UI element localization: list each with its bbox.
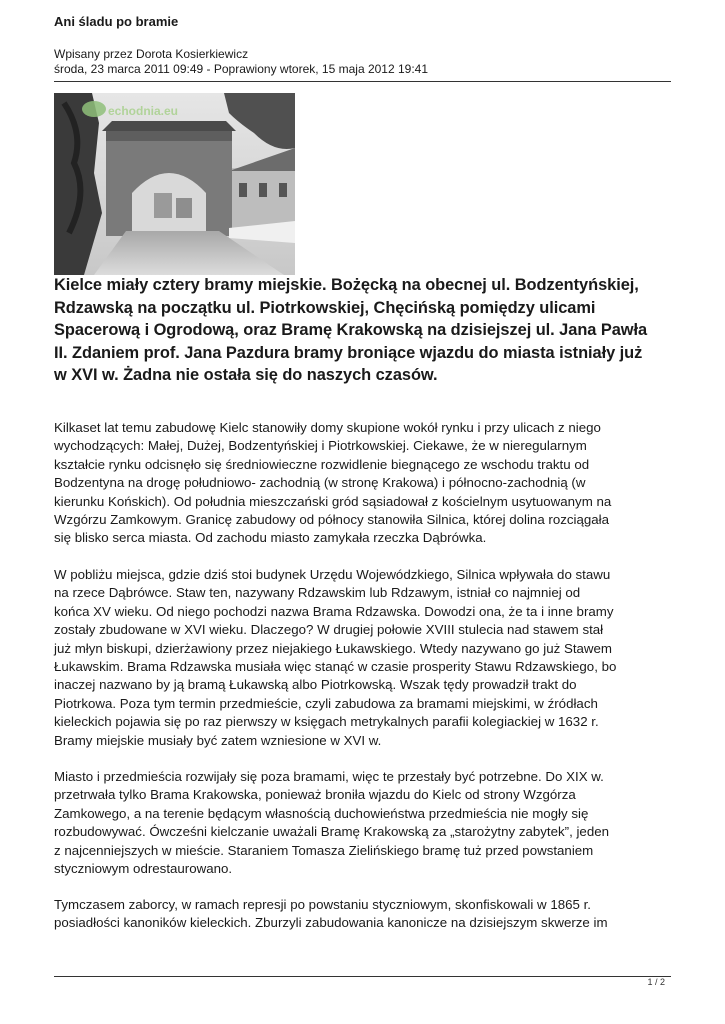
paragraph-line: Miasto i przedmieścia rozwijały się poza bramami, więc te przestały być potrzebne. Do XIX w.: [54, 769, 604, 784]
paragraph-4: [54, 896, 679, 933]
paragraph-line: Wzgórzu Zamkowym. Granicę zabudowy od północy stanowiła Silnica, której dolina rozciągała: [54, 512, 610, 528]
paragraph-line: kierunku Końskich). Od południa mieszczański gród sąsiadował z kościelnym usytuowanym na: [54, 493, 612, 509]
paragraph-line: posiadłości kanoników kieleckich. Zburzyli zabudowania kanonicze na dzisiejszym skwerze im: [54, 915, 608, 931]
lead-line: Kielce miały cztery bramy miejskie. Bożęcką na obecnej ul. Bodzentyńskiej,: [54, 276, 639, 294]
article-meta: [54, 47, 428, 77]
paragraph-line: Kilkaset lat temu zabudowę Kielc stanowiły domy skupione wokół rynku i przy ulicach z niego: [54, 420, 601, 435]
paragraph-line: już młyn biskupi, dzierżawiony przez niejakiego Łukawskiego. Wtedy nazywano go już Stawem: [54, 640, 612, 656]
lead-line: w XVI w. Żadna nie ostała się do naszych czasów.: [54, 366, 438, 384]
paragraph-line: Łukawskim. Brama Rdzawska musiała więc stanąć w czasie prosperity Stawu Rdzawskiego, bo: [54, 659, 617, 675]
paragraph-line: zostały zbudowane w XVI wieku. Dlaczego? W drugiej połowie XVIII stulecia nad stawem stał: [54, 622, 604, 638]
paragraph-line: wychodzących: Małej, Dużej, Bodzentyńskiej i Piotrkowskiej. Ciekawe, że w nieregularnym: [54, 438, 587, 454]
lead-line: Rdzawską na początku ul. Piotrkowskiej, Chęcińską pomiędzy ulicami: [54, 298, 596, 317]
article-lead: [54, 274, 674, 387]
paragraph-line: na rzece Dąbrówce. Staw ten, nazywany Rdzawskim lub Rdzawym, istniał co najmniej od: [54, 585, 581, 601]
paragraph-line: styczniowym odrestaurowano.: [54, 861, 233, 877]
header-divider: [54, 81, 671, 82]
paragraph-line: z najcenniejszych w mieście. Staraniem Tomasza Zielińskiego bramę tuż przed powstaniem: [54, 842, 594, 858]
photo-watermark: echodnia.eu: [108, 104, 179, 118]
paragraph-3: [54, 768, 679, 878]
footer-divider: [54, 976, 671, 977]
city-gate-photo: [54, 93, 295, 275]
paragraph-line: Bramy miejskie musiały być zatem wzniesione w XVI w.: [54, 732, 382, 748]
paragraph-2: [54, 566, 679, 750]
paragraph-line: się blisko serca miasta. Od zachodu miasto zamykała rzeczka Dąbrówka.: [54, 530, 487, 546]
article-title: Ani śladu po bramie: [54, 14, 179, 29]
paragraph-line: Tymczasem zaborcy, w ramach represji po powstaniu styczniowym, skonfiskowali w 1865 r.: [54, 897, 591, 912]
author-line: Wpisany przez Dorota Kosierkiewicz: [54, 47, 249, 61]
paragraph-1: [54, 419, 679, 548]
paragraph-line: W pobliżu miejsca, gdzie dziś stoi budynek Urzędu Wojewódzkiego, Silnica wpływała do stawu: [54, 567, 611, 582]
paragraph-line: przetrwała tylko Brama Krakowska, ponieważ broniła wjazdu do Kielc od strony Wzgórza: [54, 787, 576, 803]
paragraph-line: Zamkowego, a na terenie będącym własnością duchowieństwa przedmieścia nie mogły się: [54, 805, 589, 821]
paragraph-line: rozbudowywać. Ówcześni kielczanie uważali Bramę Krakowską za „starożytny zabytek”, jeden: [54, 824, 610, 840]
paragraph-line: inaczej nazwano by ją bramą Łukawską albo Piotrkowską. Wszak tędy prowadził trakt do: [54, 677, 577, 693]
lead-line: Spacerową i Ogrodową, oraz Bramę Krakowską na dzisiejszej ul. Jana Pawła: [54, 321, 648, 339]
paragraph-line: Piotrkowa. Poza tym termin przedmieście, czyli zabudowa za bramami miejskimi, w źródłach: [54, 695, 598, 711]
paragraph-line: końca XV wieku. Od niego pochodzi nazwa Brama Rdzawska. Dowodzi ona, że ta i inne bramy: [54, 603, 614, 619]
page-number: 1 / 2: [647, 977, 665, 987]
date-line: środa, 23 marca 2011 09:49 - Poprawiony wtorek, 15 maja 2012 19:41: [54, 62, 429, 76]
paragraph-line: kieleckich pojawia się po raz pierwszy w księgach metrykalnych parafii kolegiackiej w 1632 r.: [54, 714, 599, 730]
paragraph-line: Bodzentyna na drogę południowo- zachodnią (w stronę Krakowa) i północno-zachodnią (w: [54, 475, 586, 491]
lead-line: II. Zdaniem prof. Jana Pazdura bramy broniące wjazdu do miasta istniały już: [54, 343, 643, 362]
paragraph-line: kształcie rynku odcisnęło się średniowieczne rozwidlenie biegnącego ze wschodu traktu od: [54, 456, 590, 472]
